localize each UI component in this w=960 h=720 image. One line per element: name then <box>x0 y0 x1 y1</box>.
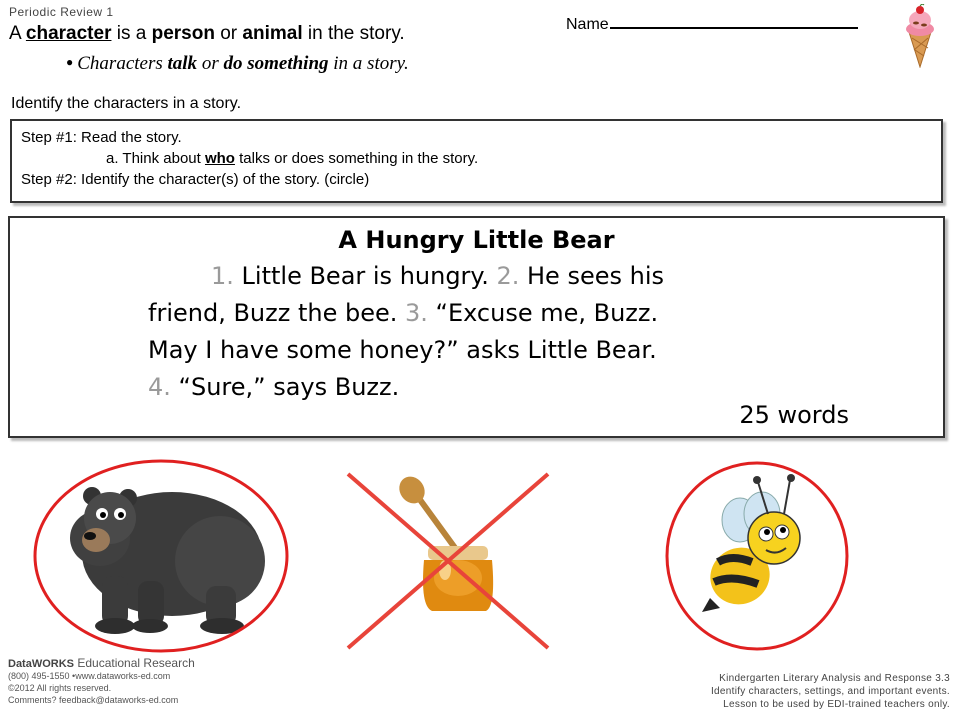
keyword-who: who <box>204 150 235 167</box>
sentence-number-2: 2. <box>496 262 520 290</box>
objective-text: Identify the characters in a story. <box>11 95 242 112</box>
name-blank-line[interactable] <box>610 12 858 29</box>
bear-icon <box>70 487 265 634</box>
story-line-1: 1. Little Bear is hungry. 2. He sees his <box>211 262 664 290</box>
character-definition: A character is a person or animal in the story. <box>9 23 405 44</box>
lesson-note: Lesson to be used by EDI-trained teachers only. <box>723 699 950 710</box>
ice-cream-cone-icon <box>901 4 939 68</box>
story-text <box>148 258 664 406</box>
publisher-contact: (800) 495-1550 •www.dataworks-ed.com <box>8 671 171 681</box>
publisher-brand: DataWORKS <box>8 658 75 670</box>
story-line-4: 4. “Sure,” says Buzz. <box>148 373 400 401</box>
bullet-dot-icon: ● <box>66 55 74 69</box>
name-label: Name <box>566 16 609 33</box>
honey-choice[interactable] <box>340 466 556 656</box>
periodic-review-label: Periodic Review 1 <box>9 5 114 19</box>
sentence-number-4: 4. <box>148 373 171 401</box>
name-field[interactable] <box>566 12 858 34</box>
step-1a: a. Think about who talks or does something in the story. <box>106 150 479 167</box>
step-1: Step #1: Read the story. <box>21 129 182 146</box>
footer-lesson-info <box>711 672 950 711</box>
story-title: A Hungry Little Bear <box>338 226 615 254</box>
term-character: character <box>25 23 112 44</box>
sentence-number-1: 1. <box>211 262 234 290</box>
lesson-standard: Kindergarten Literary Analysis and Response 3.3 <box>719 673 950 684</box>
story-line-3: May I have some honey?” asks Little Bear. <box>148 336 657 364</box>
character-bullet: ● Characters talk or do something in a story. <box>66 53 409 74</box>
story-line-2: friend, Buzz the bee. 3. “Excuse me, Buzz. <box>148 299 659 327</box>
lesson-objective: Identify characters, settings, and important events. <box>710 686 950 697</box>
story-box <box>8 216 945 438</box>
term-animal: animal <box>242 23 303 44</box>
footer-publisher: DataWORKS Educational Research (800) 495-1550 •www.dataworks-ed.com ©2012 All rights reserved. Comments? feedback@dataworks-ed.com <box>8 656 195 705</box>
bear-choice[interactable] <box>30 456 292 656</box>
word-count: 25 words <box>739 401 849 429</box>
step-2: Step #2: Identify the character(s) of the story. (circle) <box>21 171 370 188</box>
term-person: person <box>151 23 215 44</box>
bee-icon <box>701 474 800 614</box>
honey-jar-icon <box>394 472 493 611</box>
publisher-copyright: ©2012 All rights reserved. <box>8 683 112 693</box>
bee-choice[interactable] <box>662 458 852 654</box>
sentence-number-3: 3. <box>405 299 428 327</box>
steps-box <box>10 119 943 203</box>
publisher-comments: Comments? feedback@dataworks-ed.com <box>8 695 179 705</box>
